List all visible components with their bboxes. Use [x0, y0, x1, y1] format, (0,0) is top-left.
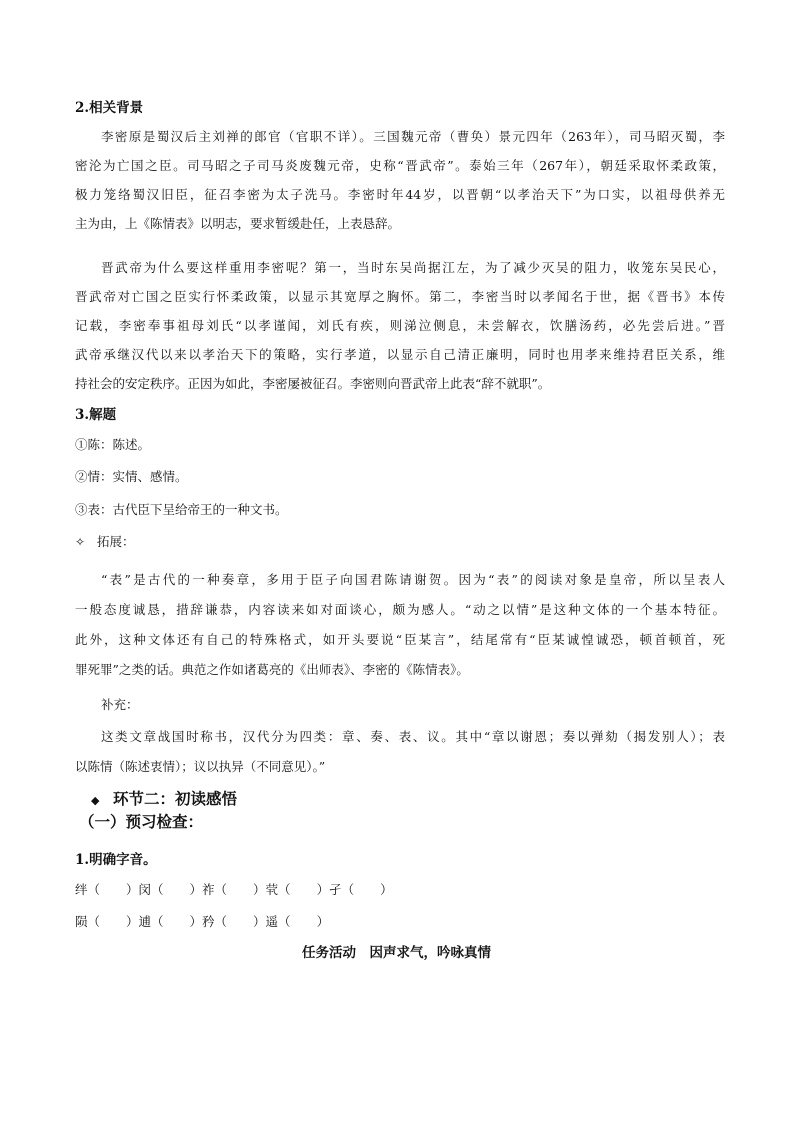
- char-blank-label: ）茕（: [253, 882, 291, 897]
- sparkle-icon: ✧: [75, 535, 86, 549]
- char-blank-label: 陨（: [75, 914, 101, 929]
- paragraph-line: 主为由，上《陈情表》以明志，要求暂缓赴任，上表恳辞。: [75, 216, 401, 231]
- paragraph-line: 武帝承继汉代以来以孝治天下的策略，实行孝道，以显示自己清正廉明，同时也用孝来维持君臣关系，维: [75, 347, 725, 362]
- section2-heading: 2.相关背景: [75, 100, 144, 116]
- pronunciation-row-1: [75, 881, 725, 899]
- char-blank-label: ）: [380, 882, 393, 897]
- diamond-bullet-icon: ◆: [91, 794, 100, 807]
- paragraph-line: 这类文章战国时称书，汉代分为四类：章、奏、表、议。其中“章以谢恩；奏以弹劾（揭发别人）；表: [101, 729, 725, 744]
- extension-title: 拓展：: [97, 534, 135, 549]
- char-blank-label: ）遥（: [253, 914, 291, 929]
- char-blank-label: ）祚（: [189, 882, 228, 897]
- supplement-label: 补充：: [101, 697, 139, 712]
- definition-item: ②情：实情、感情。: [75, 469, 188, 484]
- char-blank-label: ）矜（: [189, 914, 228, 929]
- subsection-heading: （一）预习检查：: [79, 813, 204, 831]
- paragraph-line: 晋武帝为什么要这样重用李密呢？第一，当时东吴尚据江左，为了减少灭吴的阻力，收笼东吴民心，: [101, 260, 725, 275]
- definition-item: ①陈：陈述。: [75, 437, 151, 452]
- section3-heading: 3.解题: [75, 407, 117, 423]
- pronunciation-row-2: [75, 913, 725, 931]
- extension-heading: [75, 533, 725, 551]
- pronunciation-heading: 1.明确字音。: [75, 852, 157, 868]
- char-blank-label: ）逋（: [126, 914, 164, 929]
- paragraph-line: 密沦为亡国之臣。司马昭之子司马炎废魏元帝，史称“晋武帝”。泰始三年（267年），朝廷采取怀柔政策，: [75, 158, 725, 173]
- definition-item: ③表：古代臣下呈给帝王的一种文书。: [75, 502, 288, 517]
- paragraph-line: 此外，这种文体还有自己的特殊格式，如开头要说“臣某言”，结尾常有“臣某诚惶诚恐，顿首顿首，死: [75, 632, 725, 647]
- paragraph-line: 持社会的安定秩序。正因为如此，李密屡被征召。李密则向晋武帝上此表“辞不就职”。: [75, 376, 551, 391]
- stage-heading: [91, 790, 741, 810]
- paragraph-line: 罪死罪”之类的话。典范之作如诸葛亮的《出师表》、李密的《陈情表》。: [75, 662, 469, 677]
- paragraph-line: 一般态度诚恳，措辞谦恭，内容读来如对面谈心，颇为感人。“动之以情”是这种文体的一个基本特征。: [75, 602, 725, 617]
- paragraph-line: 以陈情（陈述衷情）；议以执异（不同意见）。”: [75, 759, 326, 774]
- paragraph-line: 李密原是蜀汉后主刘禅的郎官（官职不详）。三国魏元帝（曹奂）景元四年（263年），司马昭灭蜀，李: [101, 129, 725, 144]
- char-blank-label: ）闵（: [126, 882, 164, 897]
- task-title: 任务活动 因声求气，吟咏真情: [302, 945, 491, 961]
- stage-title: 环节二：初读感悟: [113, 790, 238, 808]
- char-blank-label: 绊（: [75, 882, 101, 897]
- paragraph-line: 记载，李密奉事祖母刘氏“以孝谨闻，刘氏有疾，则涕泣侧息，未尝解衣，饮膳汤药，必先尝后进。”晋: [75, 318, 725, 333]
- char-blank-label: ）: [316, 914, 330, 929]
- paragraph-line: “表”是古代的一种奏章，多用于臣子向国君陈请谢贺。因为“表”的阅读对象是皇帝，所以呈表人: [101, 572, 725, 587]
- paragraph-line: 极力笼络蜀汉旧臣，征召李密为太子洗马。李密时年44岁，以晋朝“以孝治天下”为口实，以祖母供养无: [75, 187, 725, 202]
- char-blank-label: ）孑（: [316, 882, 355, 897]
- paragraph-line: 晋武帝对亡国之臣实行怀柔政策，以显示其宽厚之胸怀。第二，李密当时以孝闻名于世，据《晋书》本传: [75, 289, 725, 304]
